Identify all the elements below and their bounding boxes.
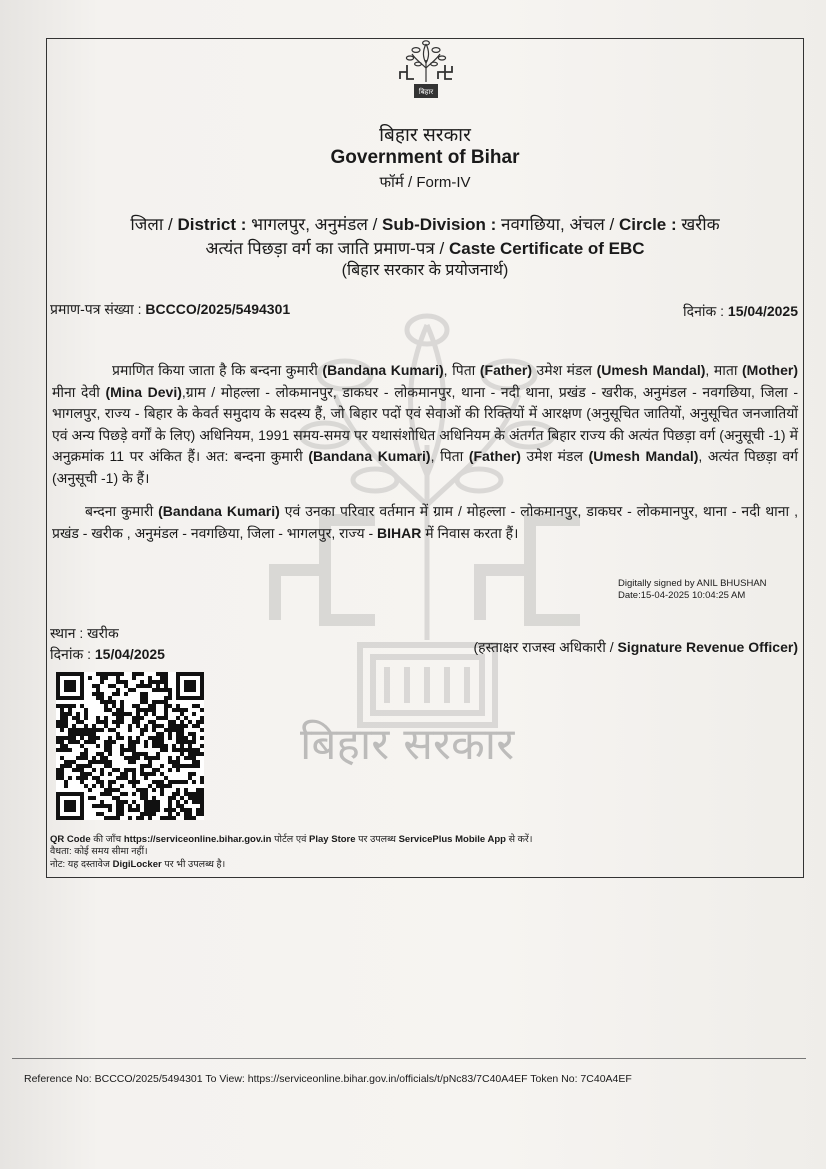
svg-text:बिहार: बिहार [418, 88, 434, 96]
digital-signature-stamp: Digitally signed by ANIL BHUSHAN Date:15-04-2025 10:04:25 AM [618, 578, 767, 601]
purpose-line: (बिहार सरकार के प्रयोजनार्थ) [341, 262, 509, 279]
certificate-number: प्रमाण-पत्र संख्या : BCCCO/2025/5494301 [50, 301, 291, 317]
reference-line: Reference No: BCCCO/2025/5494301 To View: https://serviceonline.bihar.gov.in/officials/t/pNc83/7C40A4EF Token No: 7C40A4EF [24, 1073, 632, 1085]
certification-paragraph: प्रमाणित किया जाता है कि बन्दना कुमारी (Bandana Kumari), पिता (Father) उमेश मंडल (Umesh Mandal), माता (Mother) मीना देवी (Mina Devi),ग्राम / मोहल्ला - लोकमानपुर, डाकघर - लोकमानपुर, थाना - नदी थाना, प्रखंड - खरीक, अनुमंडल - नवगछिया, जिला - भागलपुर, राज्य - बिहार के केवर्त समुदाय के सदस्य हैं, जो बिहार पदों एवं सेवाओं की रिक्तियों में आरक्षण (अनुसूचित जातियों, अनुसूचित जनजातियों एवं अन्य पिछड़े वर्गों के लिए) अधिनियम, 1991 समय-समय पर यथासंशोधित अधिनियम के अंतर्गत बिहार राज्य की अत्यंत पिछड़ा वर्ग (अनुसूची -1) में अनुक्रमांक 11 पर अंकित हैं। अत: बन्दना कुमारी (Bandana Kumari), पिता (Father) उमेश मंडल (Umesh Mandal), अत्यंत पिछड़ा वर्ग (अनुसूची -1) के हैं। [52, 362, 799, 486]
jurisdiction-line: जिला / District : भागलपुर, अनुमंडल / Sub-Division : नवगछिया, अंचल / Circle : खरीक [130, 215, 720, 234]
govt-title-hindi: बिहार सरकार [379, 125, 471, 146]
govt-title-english: Government of Bihar [330, 147, 520, 168]
place-field: स्थान : खरीक [50, 625, 119, 641]
bihar-emblem-icon [394, 38, 458, 102]
qr-verification-note: QR Code की जाँच https://serviceonline.bihar.gov.in पोर्टल एवं Play Store पर उपलब्ध ServicePlus Mobile App से करें। [50, 834, 533, 845]
form-number: फॉर्म / Form-IV [379, 174, 471, 191]
footer-divider [12, 1058, 806, 1059]
residence-paragraph: बन्दना कुमारी (Bandana Kumari) एवं उनका परिवार वर्तमान में ग्राम / मोहल्ला - लोकमानपुर, डाकघर - लोकमानपुर, थाना - नदी थाना , प्रखंड - खरीक , अनुमंडल - नवगछिया, जिला - भागलपुर, राज्य - BIHAR में निवास करता हैं। [52, 503, 799, 541]
issue-date-field: दिनांक : 15/04/2025 [50, 646, 165, 662]
certificate-title: अत्यंत पिछड़ा वर्ग का जाति प्रमाण-पत्र / Caste Certificate of EBC [205, 239, 645, 258]
qr-code-icon[interactable] [56, 672, 204, 820]
validity-note: वैधता: कोई समय सीमा नहीं। [50, 846, 148, 857]
certificate-date: दिनांक : 15/04/2025 [683, 303, 798, 319]
signature-caption: (हस्ताक्षर राजस्व अधिकारी / Signature Revenue Officer) [473, 639, 798, 655]
digilocker-note: नोट: यह दस्तावेज DigiLocker पर भी उपलब्ध है। [50, 859, 226, 870]
watermark-text: बिहार सरकार [300, 719, 515, 770]
